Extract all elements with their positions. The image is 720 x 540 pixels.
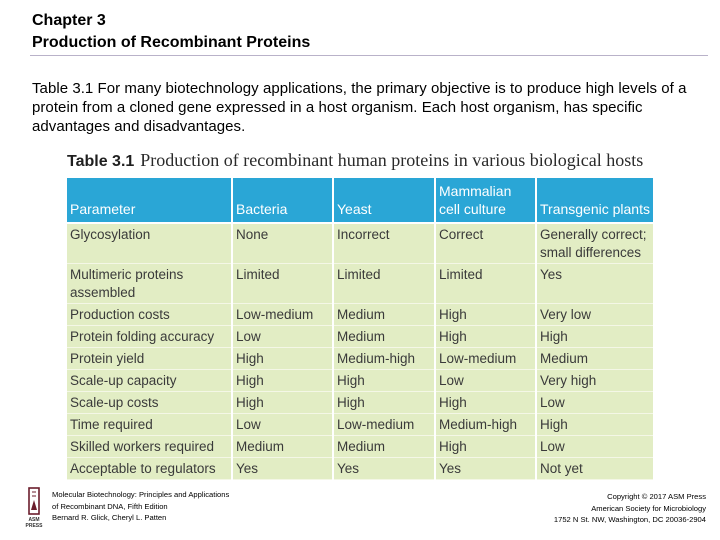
table-cell: Low [536, 392, 653, 414]
table-cell: Low-medium [435, 348, 536, 370]
table-label: Table 3.1 [67, 153, 135, 170]
table-cell: Medium [333, 436, 435, 458]
table-cell: Medium [333, 304, 435, 326]
table-row [67, 304, 653, 326]
table-cell: High [333, 392, 435, 414]
table-cell: Incorrect [333, 223, 435, 264]
row-parameter: Scale-up capacity [67, 370, 232, 392]
table-cell: Low-medium [232, 304, 333, 326]
table-cell: Low [232, 414, 333, 436]
table-cell: Generally correct; small differences [536, 223, 653, 264]
copyright: Copyright © 2017 ASM Press [607, 492, 706, 501]
table-row [67, 392, 653, 414]
table-row [67, 458, 653, 480]
table-row [67, 223, 653, 264]
row-parameter: Protein yield [67, 348, 232, 370]
row-parameter: Acceptable to regulators [67, 458, 232, 480]
row-parameter: Skilled workers required [67, 436, 232, 458]
table-cell: Not yet [536, 458, 653, 480]
chapter-title: Production of Recombinant Proteins [32, 34, 311, 51]
table-cell: High [435, 326, 536, 348]
table-row [67, 348, 653, 370]
column-header: Mammalian cell culture [435, 178, 536, 223]
table-cell: Medium [333, 326, 435, 348]
table-cell: Yes [333, 458, 435, 480]
table-cell: High [435, 304, 536, 326]
table-title-text: Production of recombinant human proteins in various biological hosts [140, 150, 644, 170]
table-row [67, 370, 653, 392]
table-cell: High [435, 436, 536, 458]
column-header: Transgenic plants [536, 178, 653, 223]
column-header: Bacteria [232, 178, 333, 223]
table-cell: High [536, 326, 653, 348]
table-row [67, 414, 653, 436]
table-cell: Limited [435, 264, 536, 304]
book-title-line1: Molecular Biotechnology: Principles and Applications [52, 490, 230, 499]
table-cell: High [232, 348, 333, 370]
row-parameter: Time required [67, 414, 232, 436]
table-cell: Low [536, 436, 653, 458]
table-row [67, 436, 653, 458]
table-cell: High [333, 370, 435, 392]
header-divider [30, 55, 708, 56]
table-cell: Low-medium [333, 414, 435, 436]
society: American Society for Microbiology [591, 503, 706, 513]
book-citation [52, 489, 229, 524]
row-parameter: Production costs [67, 304, 232, 326]
column-header: Parameter [67, 178, 232, 223]
table-cell: High [232, 392, 333, 414]
table-cell: Yes [435, 458, 536, 480]
recombinant-protein-table [67, 178, 653, 480]
table-cell: Limited [232, 264, 333, 304]
chapter-label: Chapter 3 [32, 12, 106, 29]
row-parameter: Scale-up costs [67, 392, 232, 414]
table-cell: Low [232, 326, 333, 348]
table-cell: Limited [333, 264, 435, 304]
table-cell: None [232, 223, 333, 264]
table-row [67, 264, 653, 304]
table-cell: High [435, 392, 536, 414]
table-cell: High [536, 414, 653, 436]
table-cell: Medium-high [333, 348, 435, 370]
table-row [67, 326, 653, 348]
book-authors: Bernard R. Glick, Cheryl L. Patten [52, 513, 167, 522]
table-cell: High [232, 370, 333, 392]
slide-header [32, 10, 310, 54]
table-cell: Low [435, 370, 536, 392]
row-parameter: Glycosylation [67, 223, 232, 264]
table-cell: Yes [232, 458, 333, 480]
logo-text: ASM PRESS [25, 517, 43, 529]
table-cell: Very high [536, 370, 653, 392]
table-cell: Very low [536, 304, 653, 326]
table-cell: Medium [536, 348, 653, 370]
table-cell: Medium-high [435, 414, 536, 436]
row-parameter: Multimeric proteins assembled [67, 264, 232, 304]
table-cell: Correct [435, 223, 536, 264]
table-caption: Table 3.1 For many biotechnology applications, the primary objective is to produce high levels of a protein from a cloned gene expressed in a host organism. Each host organism, has specific advantages and disadvantages. [32, 80, 687, 135]
column-header: Yeast [333, 178, 435, 223]
asm-logo-icon [25, 486, 43, 518]
address: 1752 N St. NW, Washington, DC 20036-2904 [553, 515, 706, 524]
table-header-row [67, 178, 653, 223]
asm-press-logo [25, 486, 43, 534]
row-parameter: Protein folding accuracy [67, 326, 232, 348]
table-cell: Yes [536, 264, 653, 304]
table-cell: Medium [232, 436, 333, 458]
publisher-info [554, 491, 706, 526]
book-title-line2: of Recombinant DNA, Fifth Edition [52, 501, 168, 511]
table-title [67, 150, 643, 171]
